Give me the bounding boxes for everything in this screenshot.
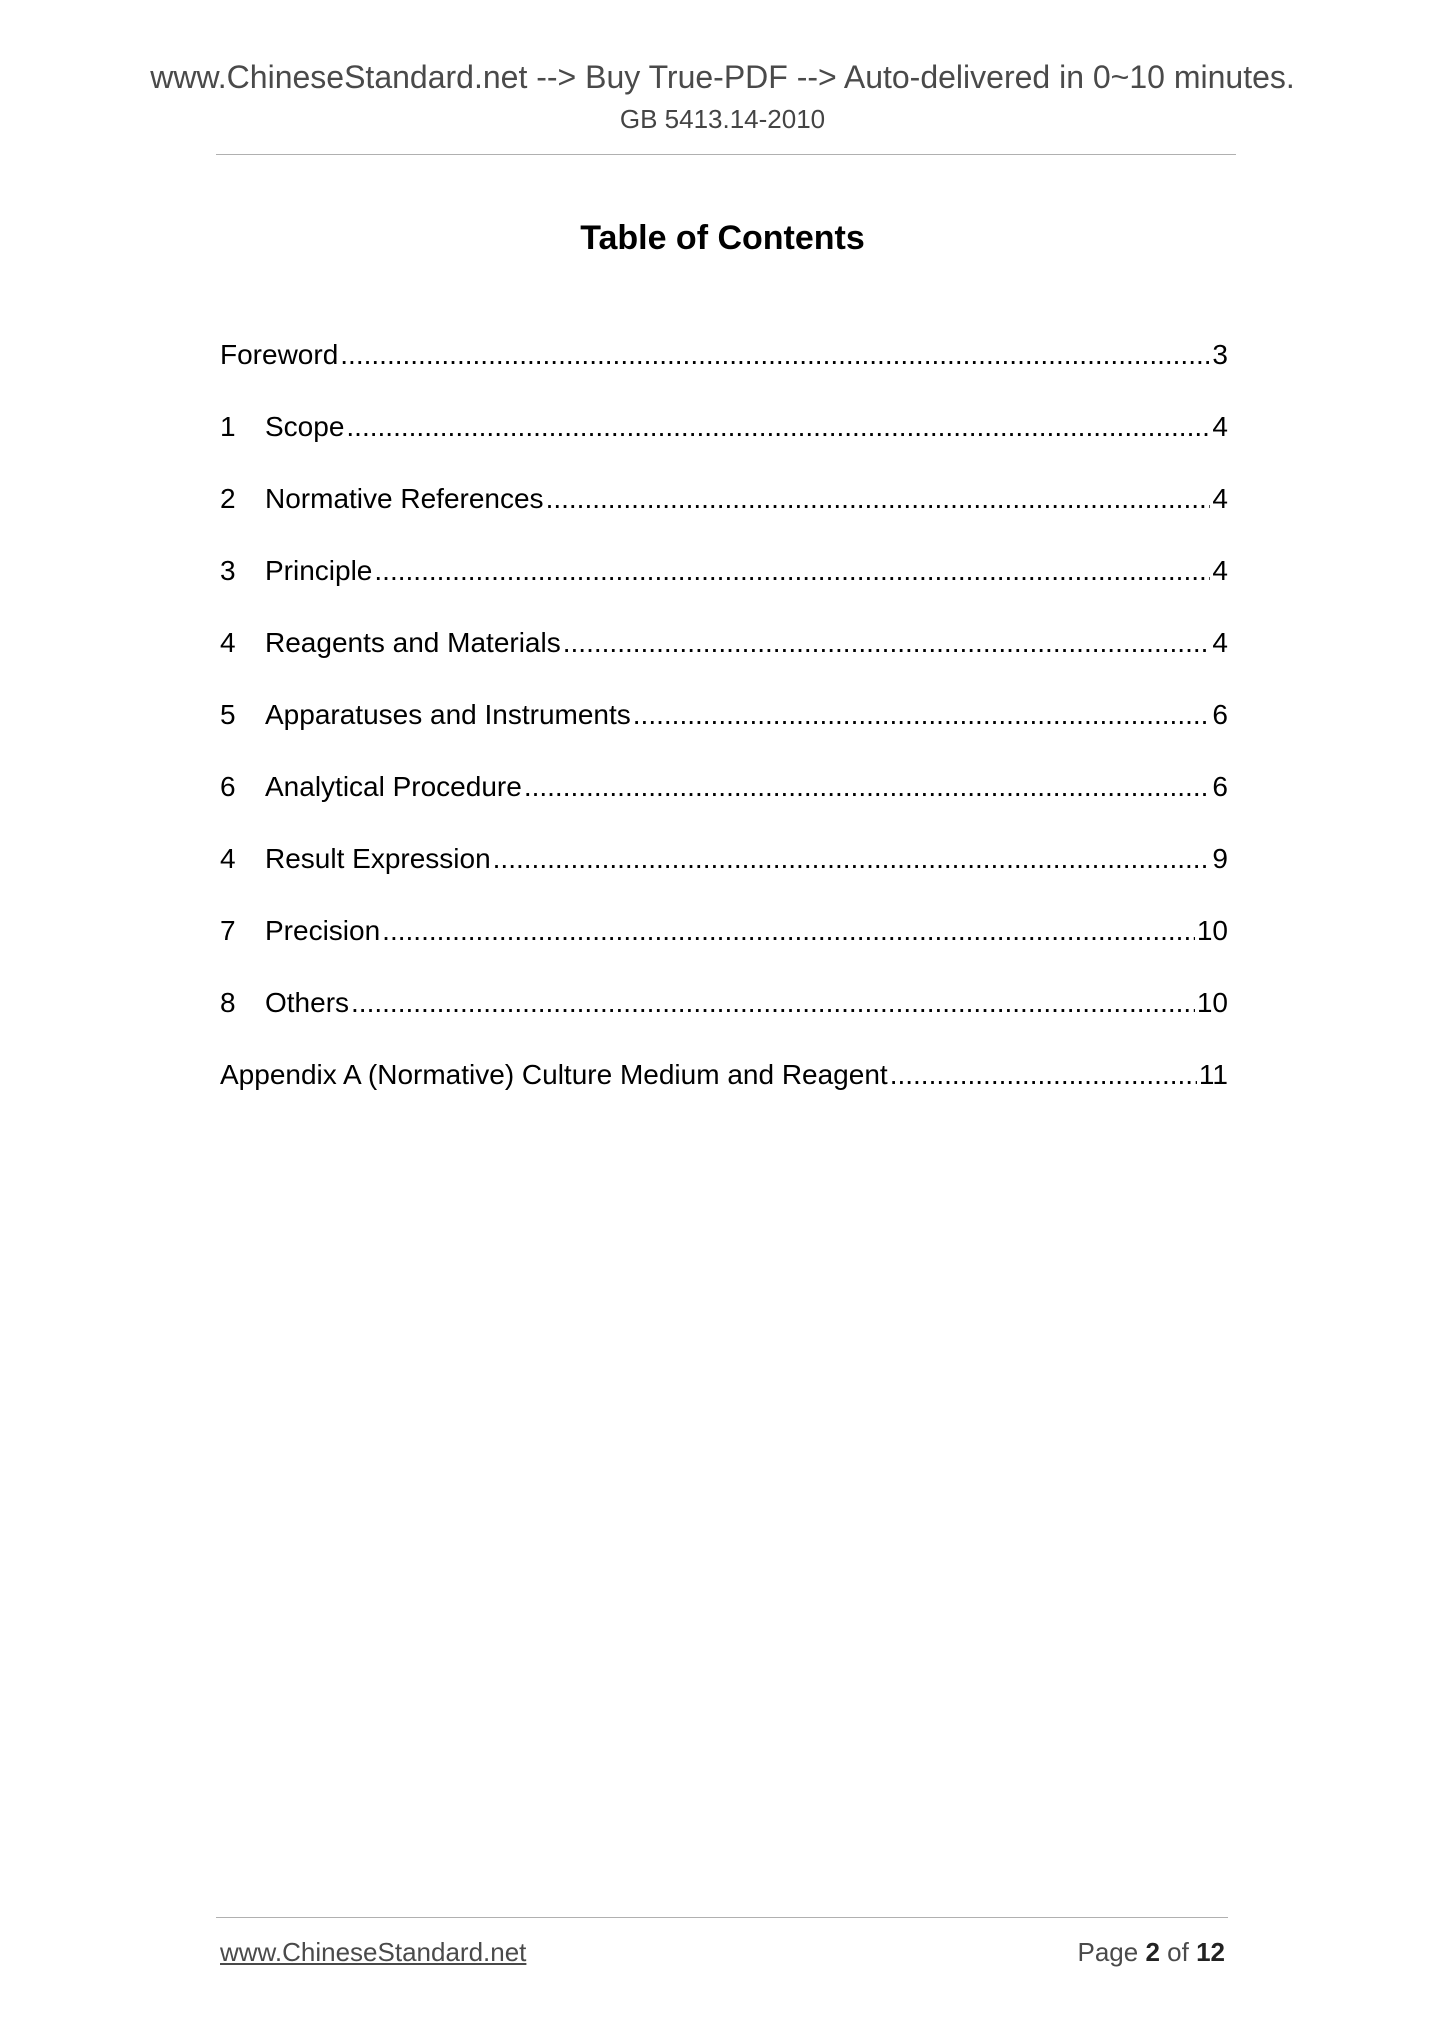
toc-entry-reagents-and-materials[interactable] — [220, 625, 1228, 697]
toc-entry-number: 4 — [220, 627, 236, 658]
toc-entry-title: Scope — [265, 411, 345, 442]
toc-entry-appendix-a[interactable] — [220, 1057, 1228, 1129]
toc-entry-result-expression[interactable] — [220, 841, 1228, 913]
toc-entry-title: Others — [265, 987, 350, 1018]
toc-dot-leader — [890, 1057, 1197, 1093]
toc-dot-leader — [633, 697, 1211, 733]
document-code: GB 5413.14-2010 — [619, 104, 826, 134]
toc-entry-title: Foreword — [220, 339, 339, 370]
toc-dot-leader — [524, 769, 1211, 805]
toc-dot-leader — [493, 841, 1211, 877]
toc-entry-number: 8 — [220, 987, 236, 1018]
footer-divider — [216, 1917, 1228, 1918]
footer-website-link[interactable]: www.ChineseStandard.net — [220, 1937, 527, 1967]
toc-entry-page: 4 — [1212, 627, 1228, 658]
toc-entry-number: 1 — [220, 411, 236, 442]
top-banner: www.ChineseStandard.net --> Buy True-PDF --> Auto-delivered in 0~10 minutes. — [150, 59, 1295, 95]
toc-entry-precision[interactable] — [220, 913, 1228, 985]
toc-dot-leader — [546, 481, 1211, 517]
toc-entry-title: Principle — [265, 555, 373, 586]
toc-entry-page: 4 — [1212, 483, 1228, 514]
toc-entry-analytical-procedure[interactable] — [220, 769, 1228, 841]
toc-dot-leader — [563, 625, 1211, 661]
toc-entry-number: 4 — [220, 843, 236, 874]
toc-entry-title: Precision — [265, 915, 381, 946]
toc-dot-leader — [340, 337, 1210, 373]
toc-entry-page: 3 — [1212, 339, 1228, 370]
toc-entry-scope[interactable] — [220, 409, 1228, 481]
table-of-contents — [220, 337, 1228, 1129]
page-prefix: Page — [1077, 1937, 1139, 1967]
toc-entry-title: Appendix A (Normative) Culture Medium and Reagent — [220, 1059, 888, 1090]
toc-entry-title: Analytical Procedure — [265, 771, 522, 802]
toc-dot-leader — [374, 553, 1210, 589]
toc-entry-title: Reagents and Materials — [265, 627, 561, 658]
page-total: 12 — [1196, 1937, 1225, 1967]
page-number — [1077, 1936, 1225, 1968]
toc-entry-page: 10 — [1196, 915, 1228, 946]
toc-entry-number: 3 — [220, 555, 236, 586]
toc-entry-title: Apparatuses and Instruments — [265, 699, 631, 730]
toc-entry-title: Normative References — [265, 483, 544, 514]
toc-entry-title: Result Expression — [265, 843, 491, 874]
toc-entry-page: 4 — [1212, 411, 1228, 442]
toc-entry-number: 2 — [220, 483, 236, 514]
toc-entry-foreword[interactable] — [220, 337, 1228, 409]
toc-entry-number: 6 — [220, 771, 236, 802]
header-divider — [216, 154, 1236, 155]
toc-dot-leader — [351, 985, 1195, 1021]
toc-entry-page: 11 — [1198, 1059, 1228, 1090]
toc-entry-page: 6 — [1212, 699, 1228, 730]
toc-entry-page: 10 — [1196, 987, 1228, 1018]
toc-dot-leader — [346, 409, 1210, 445]
toc-entry-page: 4 — [1212, 555, 1228, 586]
toc-dot-leader — [382, 913, 1195, 949]
toc-entry-page: 6 — [1212, 771, 1228, 802]
toc-entry-page: 9 — [1212, 843, 1228, 874]
page-title: Table of Contents — [580, 219, 865, 257]
toc-entry-normative-references[interactable] — [220, 481, 1228, 553]
toc-entry-others[interactable] — [220, 985, 1228, 1057]
toc-entry-number: 7 — [220, 915, 236, 946]
toc-entry-number: 5 — [220, 699, 236, 730]
page-of: of — [1167, 1937, 1189, 1967]
page-current: 2 — [1145, 1937, 1160, 1967]
toc-entry-apparatuses-and-instruments[interactable] — [220, 697, 1228, 769]
toc-entry-principle[interactable] — [220, 553, 1228, 625]
